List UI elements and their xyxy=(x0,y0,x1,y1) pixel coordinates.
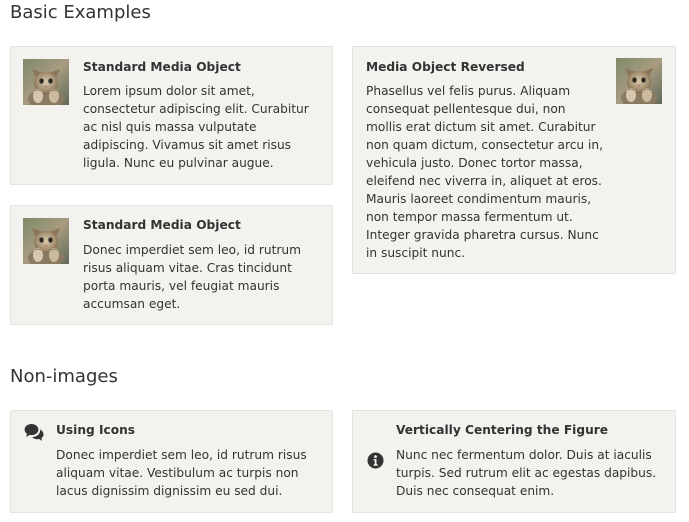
media-body-text: Phasellus vel felis purus. Aliquam consequat pellentesque dui, non mollis erat dictum sit amet. Curabitur non quam dictum, consectetur arcu in, vehicula justo. Donec tortor massa, eleifend nec viverra in, aliquet at eros. Mauris laoreet condimentum mauris, non tempor massa fermentum ut. Integer gravida pharetra cursus. Nunc in suscipit nunc. xyxy=(366,84,603,260)
media-title: Media Object Reversed xyxy=(366,60,525,74)
media-card-using-icons xyxy=(10,410,333,513)
kitten-image xyxy=(23,59,69,105)
kitten-image xyxy=(616,58,662,104)
section-title-basic-examples: Basic Examples xyxy=(10,2,151,23)
media-card-standard-1 xyxy=(10,46,333,185)
kitten-image xyxy=(23,218,69,264)
media-body-text: Donec imperdiet sem leo, id rutrum risus aliquam vitae. Cras tincidunt porta mauris, vel feugiat mauris accumsan eget. xyxy=(83,243,302,311)
media-body-text: Nunc nec fermentum dolor. Duis at iaculis turpis. Sed rutrum elit ac egestas dapibus. Duis nec consequat enim. xyxy=(396,448,657,498)
comments-icon xyxy=(24,423,44,445)
info-circle-icon xyxy=(367,452,384,473)
media-card-vertical-centering xyxy=(352,410,676,513)
media-card-reversed xyxy=(352,46,676,274)
media-title: Vertically Centering the Figure xyxy=(396,423,609,437)
media-body-text: Donec imperdiet sem leo, id rutrum risus aliquam vitae. Vestibulum ac turpis non lacus dignissim dignissim eu sed dui. xyxy=(56,448,307,498)
media-title: Using Icons xyxy=(56,423,136,437)
media-body-text: Lorem ipsum dolor sit amet, consectetur adipiscing elit. Curabitur ac nisl quis massa vulputate adipiscing. Vivamus sit amet risus ligula. Nunc eu pulvinar augue. xyxy=(83,84,309,170)
section-title-non-images: Non-images xyxy=(10,366,118,387)
media-title: Standard Media Object xyxy=(83,218,241,232)
media-card-standard-2 xyxy=(10,205,333,325)
media-title: Standard Media Object xyxy=(83,60,241,74)
